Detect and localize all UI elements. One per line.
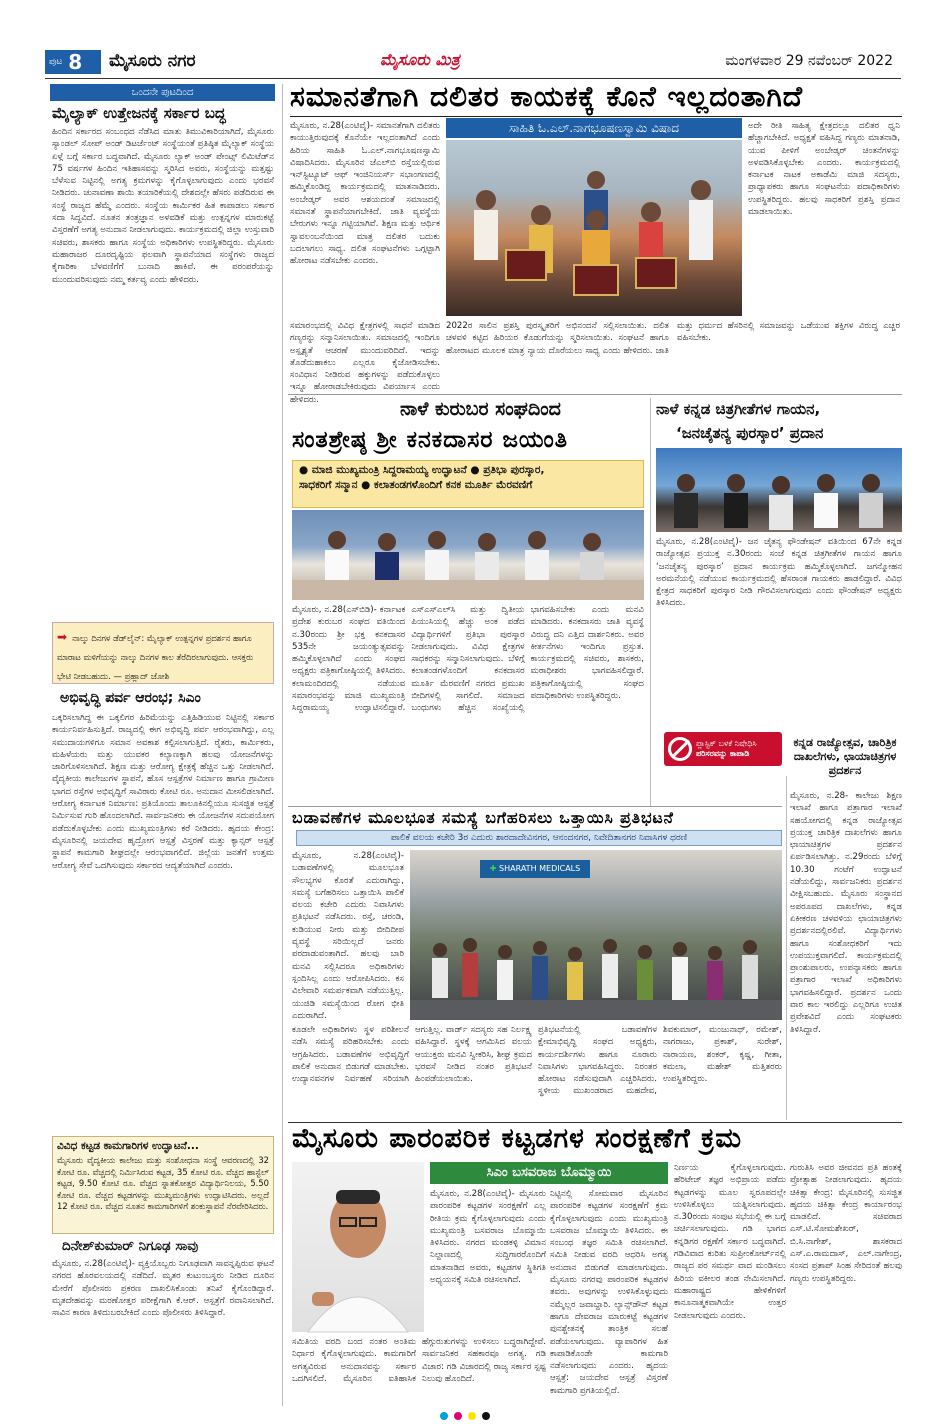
heritage-body-d: ಸಮಿತಿಯ ವರದಿ ಬಂದ ನಂತರ ಅಂತಿಮ ನಿರ್ಧಾರ ಕೈಗೊಳ್ಳಲಾಗುವುದು. ಕಾಮಗಾರಿಗೆ ಅಗತ್ಯವಿರುವ ಅನುದಾನವನ್ನು ಸರ್ಕಾರ ಒದಗಿಸಲಿದೆ. ಮೈಸೂರಿನ ಐತಿಹಾಸಿಕ ಹೆಗ್ಗುರುತುಗಳನ್ನು ಉಳಿಸಲು ಬದ್ಧರಾಗಿದ್ದೇವೆ. ಸಾರ್ವಜನಿಕರ ಸಹಕಾರವೂ ಅಗತ್ಯ. ಗಡಿ ವಿಚಾರ: ಗಡಿ ವಿಚಾರದಲ್ಲಿ ರಾಜ್ಯ ಸರ್ಕಾರ ಸ್ಪಷ್ಟ ನಿಲುವು ಹೊಂದಿದೆ. [292, 1337, 546, 1384]
protest-top-rule [288, 806, 782, 807]
exhibition-body: ಮೈಸೂರು, ನ.28- ಕಾಲೇಜು ಶಿಕ್ಷಣ ಇಲಾಖೆ ಹಾಗೂ ಪತ್ರಾಗಾರ ಇಲಾಖೆ ಸಹಯೋಗದಲ್ಲಿ ಕನ್ನಡ ರಾಜ್ಯೋತ್ಸವ ಪ್ರಯುಕ್ತ ಚಾರಿತ್ರಿಕ ದಾಖಲೆಗಳು ಹಾಗೂ ಛಾಯಾಚಿತ್ರಗಳ ಪ್ರದರ್ಶನ ಏರ್ಪಡಿಸಲಾಗಿತ್ತು. ನ.29ರಂದು ಬೆಳಿಗ್ಗೆ 10.30 ಗಂಟೆಗೆ ಉದ್ಘಾಟನೆ ನಡೆಯಲಿದ್ದು, ಸಾರ್ವಜನಿಕರು ಪ್ರದರ್ಶನ ವೀಕ್ಷಿಸಬಹುದು. ಮೈಸೂರು ಸಂಸ್ಥಾನದ ಅಪರೂಪದ ದಾಖಲೆಗಳು, ಕನ್ನಡ ಏಕೀಕರಣ ಚಳವಳಿಯ ಛಾಯಾಚಿತ್ರಗಳು ಪ್ರದರ್ಶನದಲ್ಲಿರಲಿವೆ. ವಿದ್ಯಾರ್ಥಿಗಳು ಹಾಗೂ ಸಂಶೋಧಕರಿಗೆ ಇದು ಉಪಯುಕ್ತವಾಗಲಿದೆ. ಕಾರ್ಯಕ್ರಮದಲ್ಲಿ ಪ್ರಾಂಶುಪಾಲರು, ಉಪನ್ಯಾಸಕರು ಹಾಗೂ ಪತ್ರಾಗಾರ ಇಲಾಖೆ ಅಧಿಕಾರಿಗಳು ಭಾಗವಹಿಸಲಿದ್ದಾರೆ. ಪ್ರದರ್ಶನ ಒಂದು ವಾರ ಕಾಲ ಇರಲಿದ್ದು ಎಲ್ಲರಿಗೂ ಉಚಿತ ಪ್ರವೇಶವಿದೆ ಎಂದು ಸಂಘಟಕರು ತಿಳಿಸಿದ್ದಾರೆ. [790, 791, 902, 1035]
page-header [45, 50, 901, 74]
lead-rule [290, 116, 902, 117]
protest-photo [410, 850, 782, 1020]
banner-text: ಒಂದನೇ ಪುಟದಿಂದ [131, 87, 194, 98]
column-divider-kanaka [650, 398, 651, 806]
lead-body-mid: ಸಮಾರಂಭದಲ್ಲಿ ವಿವಿಧ ಕ್ಷೇತ್ರಗಳಲ್ಲಿ ಸಾಧನೆ ಮಾಡಿದ ಗಣ್ಯರನ್ನು ಸನ್ಮಾನಿಸಲಾಯಿತು. ಸಮಾಜದಲ್ಲಿ ಇಂದಿಗೂ ಅಸ್ಪೃಶ್ಯತೆ ಆಚರಣೆ ಮುಂದುವರಿದಿದೆ. ಇದನ್ನು ತೊಡೆದುಹಾಕಲು ಎಲ್ಲರೂ ಕೈಜೋಡಿಸಬೇಕು. ಸಂವಿಧಾನ ನೀಡಿರುವ ಹಕ್ಕುಗಳನ್ನು ಪಡೆದುಕೊಳ್ಳಲು ಇನ್ನೂ ಹೋರಾಡಬೇಕಿರುವುದು ವಿಪರ್ಯಾಸ ಎಂದು ಹೇಳಿದರು. [290, 321, 440, 405]
column-divider-1 [282, 84, 283, 1406]
protest-crowd [410, 850, 782, 1020]
lead-photo-figures [446, 140, 742, 316]
cm-portrait [292, 1162, 424, 1332]
heritage-headline: ಮೈಸೂರು ಪಾರಂಪರಿಕ ಕಟ್ಟಡಗಳ ಸಂರಕ್ಷಣೆಗೆ ಕ್ರಮ [292, 1123, 743, 1154]
kanaka-bullet-1: ಮಾಜಿ ಮುಖ್ಯಮಂತ್ರಿ ಸಿದ್ದರಾಮಯ್ಯ ಉದ್ಘಾಟನೆ [311, 464, 467, 476]
buildings-box-title: ವಿವಿಧ ಕಟ್ಟಡ ಕಾಮಗಾರಿಗಳ ಉದ್ಘಾಟನೆ... [57, 1140, 199, 1152]
cross-icon: ✚ [489, 864, 500, 873]
protest-body-right: ಪ್ರತಿಭಟನೆಯಲ್ಲಿ ಬಡಾವಣೆಗಳ ಕ್ಷೇಮಾಭಿವೃದ್ಧಿ ಸಂಘದ ಅಧ್ಯಕ್ಷರು, ಕಾರ್ಯದರ್ಶಿಗಳು ಹಾಗೂ ನೂರಾರು ನಿವಾಸಿಗಳು ಭಾಗವಹಿಸಿದ್ದರು. ನಿರಂತರ ಹೋರಾಟ ನಡೆಸುವುದಾಗಿ ಎಚ್ಚರಿಸಿದರು. ಸ್ಥಳೀಯ ಮುಖಂಡರಾದ ಮಹದೇವ, ಶಿವಕುಮಾರ್, ಮಂಜುನಾಥ್, ರಮೇಶ್, ನಾಗರಾಜು, ಪ್ರಕಾಶ್, ಸುರೇಶ್, ನಾರಾಯಣ, ಶಂಕರ್, ಕೃಷ್ಣ, ಗೀತಾ, ಕಮಲಾ, ಮಹೇಶ್ ಮತ್ತಿತರರು ಉಪಸ್ಥಿತರಿದ್ದರು. [538, 1025, 782, 1097]
heritage-body-b: ನಿರ್ಣಯ ಕೈಗೊಳ್ಳಲಾಗುವುದು. ಹೆರಿಟೇಜ್ ತಜ್ಞರ ಅಭಿಪ್ರಾಯ ಪಡೆದು ಕಟ್ಟಡಗಳನ್ನು ಮೂಲ ಸ್ವರೂಪದಲ್ಲೇ ಉಳಿಸಿಕೊಳ್ಳಲು ಯತ್ನಿಸಲಾಗುವುದು. ನ.30ರಂದು ಸಂಪುಟ ಸಭೆಯಲ್ಲಿ ಈ ಬಗ್ಗೆ ಚರ್ಚಿಸಲಾಗುವುದು. ಗಡಿ ಭಾಗದ ಕನ್ನಡಿಗರ ರಕ್ಷಣೆಗೆ ಸರ್ಕಾರ ಬದ್ಧವಾಗಿದೆ. ಗಡಿವಿವಾದ ಕುರಿತು ಸುಪ್ರೀಂಕೋರ್ಟ್‌ನಲ್ಲಿ ರಾಜ್ಯದ ಪರ ಸಮರ್ಥ ವಾದ ಮಂಡಿಸಲು ಹಿರಿಯ ವಕೀಲರ ತಂಡ ನೇಮಿಸಲಾಗಿದೆ. ಮಹಾರಾಷ್ಟ್ರದ ಹೇಳಿಕೆಗಳಿಗೆ ಕಾನೂನಾತ್ಮಕವಾಗಿಯೇ ಉತ್ತರ ನೀಡಲಾಗುವುದು ಎಂದರು. [674, 1163, 786, 1321]
heritage-body-f: ಗುರುತಿಸಿ ಅವರ ಜೀವನದ ಪ್ರತಿ ಹಂತಕ್ಕೆ ಪ್ರೋತ್ಸಾಹ ನೀಡಲಾಗುವುದು. ಹೃದಯ ಚಿಕಿತ್ಸಾ ಕೇಂದ್ರ: ಮೈಸೂರಿನಲ್ಲಿ ಸುಸಜ್ಜಿತ ಹೃದಯ ಚಿಕಿತ್ಸಾ ಕೇಂದ್ರ ಕಾರ್ಯಾರಂಭ ಮಾಡಲಿದೆ. ಸಚಿವರಾದ ಎಸ್.ಟಿ.ಸೋಮಶೇಖರ್, ಬಿ.ಸಿ.ನಾಗೇಶ್, ಶಾಸಕರಾದ ಎಸ್.ಎ.ರಾಮದಾಸ್, ಎಲ್.ನಾಗೇಂದ್ರ, ಸಂಸದ ಪ್ರತಾಪ್ ಸಿಂಹ ಸೇರಿದಂತೆ ಹಲವು ಗಣ್ಯರು ಉಪಸ್ಥಿತರಿದ್ದರು. [790, 1163, 902, 1284]
page-number: 8 [68, 50, 83, 74]
lead-body-left: ಮೈಸೂರು, ನ.28(ಎಂಟಿವೈ)- ಸಮಾನತೆಗಾಗಿ ದಲಿತರು ಕಾಯುತ್ತಿರುವುದಕ್ಕೆ ಕೊನೆಯೇ ಇಲ್ಲದಂತಾಗಿದೆ ಎಂದು ಹಿರಿಯ ಸಾಹಿತಿ ಓ.ಎಲ್.ನಾಗಭೂಷಣಸ್ವಾಮಿ ವಿಷಾದಿಸಿದರು. ಮೈಸೂರಿನ ಜೆಎಲ್‌ಬಿ ರಸ್ತೆಯಲ್ಲಿರುವ ಇನ್‌ಸ್ಟಿಟ್ಯೂಟ್ ಆಫ್ ಇಂಜಿನಿಯರ್ಸ್ ಸಭಾಂಗಣದಲ್ಲಿ ಹಮ್ಮಿಕೊಂಡಿದ್ದ ಕಾರ್ಯಕ್ರಮದಲ್ಲಿ ಮಾತನಾಡಿದರು. ಅಂಬೇಡ್ಕರ್ ಅವರ ಆಶಯದಂತೆ ಸಮಾಜದಲ್ಲಿ ಸಮಾನತೆ ಸ್ಥಾಪನೆಯಾಗಬೇಕಿದೆ. ಜಾತಿ ವ್ಯವಸ್ಥೆಯ ಬೇರುಗಳು ಇನ್ನೂ ಗಟ್ಟಿಯಾಗಿವೆ. ಶಿಕ್ಷಣ ಮತ್ತು ಆರ್ಥಿಕ ಸ್ವಾವಲಂಬನೆಯಿಂದ ಮಾತ್ರ ದಲಿತರ ಬದುಕು ಬದಲಾಗಲು ಸಾಧ್ಯ. ದಲಿತ ಸಂಘಟನೆಗಳು ಒಗ್ಗಟ್ಟಾಗಿ ಹೋರಾಟ ನಡೆಸಬೇಕು ಎಂದರು. [290, 121, 440, 267]
plastic-ad-line-1: ಪ್ಲಾಸ್ಟಿಕ್ ಬಳಕೆ ನಿಷೇಧಿಸಿ [696, 739, 757, 748]
protest-body-left: ಮೈಸೂರು, ನ.28(ಎಂಟಿವೈ)- ಬಡಾವಣೆಗಳಲ್ಲಿ ಮೂಲಭೂತ ಸೌಲಭ್ಯಗಳ ಕೊರತೆ ಎದುರಾಗಿದ್ದು, ಸಮಸ್ಯೆ ಬಗೆಹರಿಸಲು ಒತ್ತಾಯಿಸಿ ಪಾಲಿಕೆ ವಲಯ ಕಚೇರಿ ಎದುರು ನಿವಾಸಿಗಳು ಪ್ರತಿಭಟನೆ ನಡೆಸಿದರು. ರಸ್ತೆ, ಚರಂಡಿ, ಕುಡಿಯುವ ನೀರು ಮತ್ತು ಬೀದಿದೀಪ ವ್ಯವಸ್ಥೆ ಸರಿಯಿಲ್ಲದೆ ಜನರು ಪರದಾಡುವಂತಾಗಿದೆ. ಹಲವು ಬಾರಿ ಮನವಿ ಸಲ್ಲಿಸಿದರೂ ಅಧಿಕಾರಿಗಳು ಸ್ಪಂದಿಸಿಲ್ಲ ಎಂದು ಆರೋಪಿಸಿದರು. ಕಸ ವಿಲೇವಾರಿ ಸಮರ್ಪಕವಾಗಿ ನಡೆಯುತ್ತಿಲ್ಲ. ಯುಜಿಡಿ ಸಮಸ್ಯೆಯಿಂದ ರೋಗ ಭೀತಿ ಎದುರಾಗಿದೆ. [292, 851, 404, 1021]
exhibition-title: ಕನ್ನಡ ರಾಜ್ಯೋತ್ಸವ, ಚಾರಿತ್ರಿಕ ದಾಖಲೆಗಳು, ಛಾಯಾಚಿತ್ರಗಳ ಪ್ರದರ್ಶನ [793, 736, 897, 777]
plastic-ad [664, 732, 782, 766]
continued-banner [50, 84, 275, 101]
protest-kicker-text: ಪಾಲಿಕೆ ವಲಯ ಕಚೇರಿ 3ರ ಎದುರು ಶಾರದಾದೇವಿನಗರ, ಆನಂದನಗರ, ನಿವೇದಿತಾನಗರ ನಿವಾಸಿಗಳ ಧರಣಿ [390, 833, 688, 843]
issue-date: ಮಂಗಳವಾರ 29 ನವೆಂಬರ್ 2022 [725, 53, 893, 69]
kanaka-bullet-3: ಸಾಧಕರಿಗೆ ಸನ್ಮಾನ [299, 479, 358, 491]
songs-photo [656, 448, 902, 532]
kanaka-bullet-4: ಕಲಾತಂಡಗಳೊಂದಿಗೆ ಕನಕ ಮೂರ್ತಿ ಮೆರವಣಿಗೆ [373, 479, 533, 491]
protest-body-mid: ಕೂಡಲೇ ಅಧಿಕಾರಿಗಳು ಸ್ಥಳ ಪರಿಶೀಲನೆ ನಡೆಸಿ ಸಮಸ್ಯೆ ಪರಿಹರಿಸಬೇಕು ಎಂದು ಆಗ್ರಹಿಸಿದರು. ಬಡಾವಣೆಗಳ ಅಭಿವೃದ್ಧಿಗೆ ಪಾಲಿಕೆ ಅನುದಾನ ಬಿಡುಗಡೆ ಮಾಡಬೇಕು. ಉದ್ಯಾನವನಗಳ ನಿರ್ವಹಣೆ ಸರಿಯಾಗಿ ಆಗುತ್ತಿಲ್ಲ. ವಾರ್ಡ್ ಸದಸ್ಯರು ಸಹ ನಿರ್ಲಕ್ಷ್ಯ ವಹಿಸಿದ್ದಾರೆ. ಸ್ಥಳಕ್ಕೆ ಆಗಮಿಸಿದ ವಲಯ ಆಯುಕ್ತರು ಮನವಿ ಸ್ವೀಕರಿಸಿ, ಶೀಘ್ರ ಕ್ರಮದ ಭರವಸೆ ನೀಡಿದ ನಂತರ ಪ್ರತಿಭಟನೆ ಹಿಂಪಡೆಯಲಾಯಿತು. [292, 1025, 532, 1085]
lead-photo [446, 140, 742, 316]
story-cm-body: ಒಕ್ಕರಿಸಲಾಗಿದ್ದ ಈ ಒಕ್ಕಲಿಗರ ಹಿರಿಮೆಯನ್ನು ಎತ್ತಿಹಿಡಿಯುವ ನಿಟ್ಟಿನಲ್ಲಿ ಸರ್ಕಾರ ಕಾರ್ಯನಿರ್ವಹಿಸುತ್ತಿದೆ. ರಾಜ್ಯದಲ್ಲಿ ಈಗ ಅಭಿವೃದ್ಧಿ ಪರ್ವ ಆರಂಭವಾಗಿದ್ದು, ಎಲ್ಲ ಸಮುದಾಯಗಳಿಗೂ ಸಮಾನ ಅವಕಾಶ ಕಲ್ಪಿಸಲಾಗುತ್ತಿದೆ. ರೈತರು, ಕಾರ್ಮಿಕರು, ಮಹಿಳೆಯರು ಮತ್ತು ಯುವಕರ ಕಲ್ಯಾಣಕ್ಕಾಗಿ ಹಲವು ಯೋಜನೆಗಳನ್ನು ಜಾರಿಗೊಳಿಸಲಾಗಿದೆ. ಶಿಕ್ಷಣ ಮತ್ತು ಆರೋಗ್ಯ ಕ್ಷೇತ್ರಕ್ಕೆ ಹೆಚ್ಚಿನ ಒತ್ತು ನೀಡಲಾಗಿದೆ. ವೈದ್ಯಕೀಯ ಕಾಲೇಜುಗಳ ಸ್ಥಾಪನೆ, ಹೊಸ ಆಸ್ಪತ್ರೆಗಳ ನಿರ್ಮಾಣ ಹಾಗೂ ಗ್ರಾಮೀಣ ಭಾಗದ ರಸ್ತೆಗಳ ಅಭಿವೃದ್ಧಿಗೆ ಸಾವಿರಾರು ಕೋಟಿ ರೂ. ಅನುದಾನ ಮೀಸಲಿಡಲಾಗಿದೆ. ಆರೋಗ್ಯ ಕರ್ನಾಟಕ ನಿರ್ಮಾಣ: ಪ್ರತಿಯೊಂದು ತಾಲೂಕಿನಲ್ಲಿಯೂ ಸುಸಜ್ಜಿತ ಆಸ್ಪತ್ರೆ ನಿರ್ಮಿಸುವ ಗುರಿ ಹೊಂದಲಾಗಿದೆ. ಸಾರ್ವಜನಿಕರು ಈ ಯೋಜನೆಗಳ ಸದುಪಯೋಗ ಪಡೆದುಕೊಳ್ಳಬೇಕು ಎಂದು ಮುಖ್ಯಮಂತ್ರಿಗಳು ಕರೆ ನೀಡಿದರು. ಹೃದಯ ಕೇಂದ್ರ: ಮೈಸೂರಿನಲ್ಲಿ ಜಯದೇವ ಹೃದ್ರೋಗ ಆಸ್ಪತ್ರೆ ವಿಸ್ತರಣೆ ಮತ್ತು ಕ್ಯಾನ್ಸರ್ ಆಸ್ಪತ್ರೆ ಸ್ಥಾಪನೆ ಕಾಮಗಾರಿ ಶೀಘ್ರದಲ್ಲೇ ಆರಂಭವಾಗಲಿದೆ. ಜಿಲ್ಲೆಯ ಜನತೆಗೆ ಉತ್ತಮ ಆರೋಗ್ಯ ಸೇವೆ ಒದಗಿಸುವುದು ಸರ್ಕಾರದ ಆದ್ಯತೆಯಾಗಿದೆ ಎಂದರು. [52, 713, 274, 871]
kanaka-photo-figures [292, 510, 644, 600]
notice-box [52, 622, 274, 684]
page-number-badge [45, 50, 101, 74]
kanaka-photo [292, 510, 644, 600]
paper-name: ಮೈಸೂರು ಮಿತ್ರ [380, 50, 460, 69]
lead-body-under: 2022ರ ಸಾಲಿನ ಪ್ರಶಸ್ತಿ ಪುರಸ್ಕೃತರಿಗೆ ಅಭಿನಂದನೆ ಸಲ್ಲಿಸಲಾಯಿತು. ದಲಿತ ಚಳವಳಿ ಕಟ್ಟಿದ ಹಿರಿಯರ ಕೊಡುಗೆಯನ್ನು ಸ್ಮರಿಸಲಾಯಿತು. ಸಂಘಟನೆ ಹಾಗೂ ಹೋರಾಟದ ಮೂಲಕ ಮಾತ್ರ ನ್ಯಾಯ ದೊರೆಯಲು ಸಾಧ್ಯ ಎಂದು ಹೇಳಿದರು. ಜಾತಿ ಮತ್ತು ಧರ್ಮದ ಹೆಸರಿನಲ್ಲಿ ಸಮಾಜವನ್ನು ಒಡೆಯುವ ಶಕ್ತಿಗಳ ವಿರುದ್ಧ ಎಚ್ಚರ ವಹಿಸಬೇಕು. [446, 321, 900, 356]
kanaka-body: ಮೈಸೂರು, ನ.28(ಎಸ್‌ಬಿಡಿ)- ಕರ್ನಾಟಕ ಪ್ರದೇಶ ಕುರುಬರ ಸಂಘದ ವತಿಯಿಂದ ನ.30ರಂದು ಶ್ರೀ ಭಕ್ತ ಕನಕದಾಸರ 535ನೇ ಜಯಂತ್ಯುತ್ಸವವನ್ನು ಹಮ್ಮಿಕೊಳ್ಳಲಾಗಿದೆ ಎಂದು ಸಂಘದ ಅಧ್ಯಕ್ಷರು ಪತ್ರಿಕಾಗೋಷ್ಠಿಯಲ್ಲಿ ತಿಳಿಸಿದರು. ಕಲಾಮಂದಿರದಲ್ಲಿ ನಡೆಯುವ ಸಮಾರಂಭವನ್ನು ಮಾಜಿ ಮುಖ್ಯಮಂತ್ರಿ ಸಿದ್ದರಾಮಯ್ಯ ಉದ್ಘಾಟಿಸಲಿದ್ದಾರೆ. ಎಸ್‌ಎಸ್‌ಎಲ್‌ಸಿ ಮತ್ತು ದ್ವಿತೀಯ ಪಿಯುಸಿಯಲ್ಲಿ ಹೆಚ್ಚು ಅಂಕ ಪಡೆದ ವಿದ್ಯಾರ್ಥಿಗಳಿಗೆ ಪ್ರತಿಭಾ ಪುರಸ್ಕಾರ ನೀಡಲಾಗುವುದು. ವಿವಿಧ ಕ್ಷೇತ್ರಗಳ ಸಾಧಕರನ್ನು ಸನ್ಮಾನಿಸಲಾಗುವುದು. ಬೆಳಿಗ್ಗೆ ಕಲಾತಂಡಗಳೊಂದಿಗೆ ಕನಕದಾಸರ ಮೂರ್ತಿ ಮೆರವಣಿಗೆ ನಗರದ ಪ್ರಮುಖ ಬೀದಿಗಳಲ್ಲಿ ಸಾಗಲಿದೆ. ಸಮಾಜದ ಬಂಧುಗಳು ಹೆಚ್ಚಿನ ಸಂಖ್ಯೆಯಲ್ಲಿ ಭಾಗವಹಿಸಬೇಕು ಎಂದು ಮನವಿ ಮಾಡಿದರು. ಕನಕದಾಸರು ಜಾತಿ ವ್ಯವಸ್ಥೆ ವಿರುದ್ಧ ದನಿ ಎತ್ತಿದ ದಾರ್ಶನಿಕರು. ಅವರ ಕೀರ್ತನೆಗಳು ಇಂದಿಗೂ ಪ್ರಸ್ತುತ. ಕಾರ್ಯಕ್ರಮದಲ್ಲಿ ಸಚಿವರು, ಶಾಸಕರು, ಮಠಾಧೀಶರು ಭಾಗವಹಿಸಲಿದ್ದಾರೆ. ಪತ್ರಿಕಾಗೋಷ್ಠಿಯಲ್ಲಿ ಸಂಘದ ಪದಾಧಿಕಾರಿಗಳು ಉಪಸ್ಥಿತರಿದ್ದರು. [292, 605, 644, 714]
notice-text: ನಾಲ್ಕು ದಿನಗಳ ಡೆಡ್‌ಲೈನ್: ಮೈಲ್ಯಾಕ್ ಉತ್ಪನ್ನಗಳ ಪ್ರದರ್ಶನ ಹಾಗೂ ಮಾರಾಟ ಮಳಿಗೆಯನ್ನು ನಾಲ್ಕು ದಿನಗಳ ಕಾಲ ತೆರೆದಿರಲಾಗುವುದು. ಆಸಕ್ತರು ಭೇಟಿ ನೀಡಬಹುದು. — ಪ್ರಹ್ಲಾದ್ ಜೋಶಿ [57, 633, 254, 681]
lead-kicker-text: ಸಾಹಿತಿ ಓ.ಎಲ್.ನಾಗಭೂಷಣಸ್ವಾಮಿ ವಿಷಾದ [509, 121, 679, 135]
kanaka-bullets [292, 460, 644, 508]
print-marks [440, 1412, 520, 1420]
shop-sign-text: SHARATH MEDICALS [499, 864, 581, 873]
heritage-body-a: ನಿಟ್ಟಿನಲ್ಲಿ ಸೋಮವಾರ ಮೈಸೂರಿನ ಪಾರಂಪರಿಕ ಕಟ್ಟಡಗಳ ಸಂರಕ್ಷಣೆಗೆ ಕ್ರಮ ಕೈಗೊಳ್ಳಲಾಗುವುದು ಎಂದು ಮುಖ್ಯಮಂತ್ರಿ ಬಸವರಾಜ ಬೊಮ್ಮಾಯಿ ತಿಳಿಸಿದರು. ಈ ಸಂಬಂಧ ತಜ್ಞರ ಸಮಿತಿ ರಚಿಸಲಾಗಿದೆ. ಸಮಿತಿ ನೀಡುವ ವರದಿ ಆಧರಿಸಿ ಅಗತ್ಯ ಅನುದಾನ ಬಿಡುಗಡೆ ಮಾಡಲಾಗುವುದು. ಮೈಸೂರು ನಗರವು ಪಾರಂಪರಿಕ ಕಟ್ಟಡಗಳ ತವರು. ಅವುಗಳನ್ನು ಉಳಿಸಿಕೊಳ್ಳುವುದು ನಮ್ಮೆಲ್ಲರ ಜವಾಬ್ದಾರಿ. ಲ್ಯಾನ್ಸ್‌ಡೌನ್ ಕಟ್ಟಡ ಹಾಗೂ ದೇವರಾಜ ಮಾರುಕಟ್ಟೆ ಕಟ್ಟಡಗಳ ಪುನಶ್ಚೇತನಕ್ಕೆ ತಾಂತ್ರಿಕ ಸಲಹೆ ಪಡೆಯಲಾಗುವುದು. ವ್ಯಾಪಾರಿಗಳ ಹಿತ ಕಾಪಾಡಿಕೊಂಡೇ ಕಾಮಗಾರಿ ನಡೆಸಲಾಗುವುದು ಎಂದರು. ಹೃದಯ ಆಸ್ಪತ್ರೆ: ಜಯದೇವ ಆಸ್ಪತ್ರೆ ವಿಸ್ತರಣೆ ಕಾಮಗಾರಿ ಪ್ರಗತಿಯಲ್ಲಿದೆ. [550, 1189, 668, 1396]
page-label: ಪುಟ [49, 57, 63, 67]
story-death-title: ದಿನೇಶ್‌ಕುಮಾರ್ ನಿಗೂಢ ಸಾವು [62, 1238, 199, 1254]
protest-kicker [296, 830, 782, 846]
story-milak-title: ಮೈಲ್ಯಾಕ್ ಉತ್ತೇಜನಕ್ಕೆ ಸರ್ಕಾರ ಬದ್ಧ [52, 104, 226, 122]
story-milak-body: ಹಿಂದಿನ ಸರ್ಕಾರದ ಸಂಬಂಧದ ನೆಡೆಸಿದ ಮಾತು ತಿಮುವಿಕಾರಿಯಾಗಿದೆ, ಮೈಸೂರು ಸ್ಯಾಂಡಲ್ ಸೋಪ್ ಅಂಡ್ ಡಿಟರ್ಜೆಂಟ್ ಸಂಸ್ಥೆಯಂತೆ ಪ್ರತಿಷ್ಠಿತ ಮೈಲ್ಯಾಕ್ ಸಂಸ್ಥೆಯ ಏಳ್ಗೆ ಬಗ್ಗೆ ಸರ್ಕಾರ ಬದ್ಧವಾಗಿದೆ. ಮೈಸೂರು ಲ್ಯಾಕ್ ಅಂಡ್ ಪೇಂಟ್ಸ್ ಲಿಮಿಟೆಡ್‌ನ 75 ವರ್ಷಗಳ ಹಿಂದಿನ ಇತಿಹಾಸವನ್ನು ಸ್ಮರಿಸಿದ ಅವರು, ಸಂಸ್ಥೆಯನ್ನು ಮತ್ತಷ್ಟು ಬೆಳೆಸುವ ನಿಟ್ಟಿನಲ್ಲಿ ಅಗತ್ಯ ಕ್ರಮಗಳನ್ನು ಕೈಗೊಳ್ಳಲಾಗುವುದು ಎಂದು ಭರವಸೆ ನೀಡಿದರು. ಚುನಾವಣಾ ಶಾಯಿ ತಯಾರಿಕೆಯಲ್ಲಿ ದೇಶದಲ್ಲೇ ಹೆಸರು ಪಡೆದಿರುವ ಈ ಸಂಸ್ಥೆ ರಾಜ್ಯದ ಹೆಮ್ಮೆ ಎಂದರು. ಸಂಸ್ಥೆಯ ಕಾರ್ಮಿಕರ ಹಿತ ಕಾಪಾಡಲು ಸರ್ಕಾರ ಸದಾ ಸಿದ್ಧವಿದೆ. ನೂತನ ತಂತ್ರಜ್ಞಾನ ಅಳವಡಿಕೆ ಮತ್ತು ಉತ್ಪನ್ನಗಳ ಮಾರುಕಟ್ಟೆ ವಿಸ್ತರಣೆಗೆ ಅಗತ್ಯ ಅನುದಾನ ನೀಡಲಾಗುವುದು. ಕಾರ್ಯಕ್ರಮದಲ್ಲಿ ಜಿಲ್ಲಾ ಉಸ್ತುವಾರಿ ಸಚಿವರು, ಶಾಸಕರು ಹಾಗೂ ಸಂಸ್ಥೆಯ ಅಧಿಕಾರಿಗಳು ಉಪಸ್ಥಿತರಿದ್ದರು. ಮೈಸೂರು ಮಹಾರಾಜರ ದೂರದೃಷ್ಟಿಯ ಫಲವಾಗಿ ಸ್ಥಾಪನೆಯಾದ ಸಂಸ್ಥೆಗಳು ರಾಜ್ಯದ ಕೈಗಾರಿಕಾ ಬೆಳವಣಿಗೆಗೆ ಬುನಾದಿ ಹಾಕಿವೆ. ಈ ಪರಂಪರೆಯನ್ನು ಮುಂದುವರಿಸುವುದು ನಮ್ಮ ಕರ್ತವ್ಯ ಎಂದು ಹೇಳಿದರು. [52, 127, 274, 285]
kanaka-head-1: ನಾಳೆ ಕುರುಬರ ಸಂಘದಿಂದ [400, 398, 561, 420]
kanaka-head-2: ಸಂತಶ್ರೇಷ್ಠ ಶ್ರೀ ಕನಕದಾಸರ ಜಯಂತಿ [292, 427, 568, 453]
column-divider-right [786, 776, 787, 1120]
masthead-rule [45, 78, 901, 79]
songs-photo-figures [656, 448, 902, 532]
no-plastic-icon [668, 737, 692, 761]
songs-head-2: ‘ಜನಚೈತನ್ಯ ಪುರಸ್ಕಾರ’ ಪ್ರದಾನ [676, 424, 824, 442]
kanaka-bullet-2: ಪ್ರತಿಭಾ ಪುರಸ್ಕಾರ, [483, 464, 545, 476]
heritage-body-c: ಮೈಸೂರು, ನ.28(ಎಂಟಿವೈ)- ಮೈಸೂರು ಪಾರಂಪರಿಕ ಕಟ್ಟಡಗಳ ಸಂರಕ್ಷಣೆಗೆ ಎಲ್ಲ ರೀತಿಯ ಕ್ರಮ ಕೈಗೊಳ್ಳಲಾಗುವುದು ಎಂದು ಮುಖ್ಯಮಂತ್ರಿ ಬಸವರಾಜ ಬೊಮ್ಮಾಯಿ ತಿಳಿಸಿದರು. ನಗರದ ಮಂಡಕಳ್ಳಿ ವಿಮಾನ ನಿಲ್ದಾಣದಲ್ಲಿ ಸುದ್ದಿಗಾರರೊಂದಿಗೆ ಮಾತನಾಡಿದ ಅವರು, ಕಟ್ಟಡಗಳ ಸ್ಥಿತಿಗತಿ ಅಧ್ಯಯನಕ್ಕೆ ಸಮಿತಿ ರಚಿಸಲಾಗಿದೆ. [430, 1189, 546, 1286]
cm-portrait-figure [292, 1162, 424, 1332]
plastic-ad-line-2: ಪರಿಸರವನ್ನು ಕಾಪಾಡಿ [696, 749, 750, 758]
heritage-kicker [430, 1162, 668, 1184]
section-name: ಮೈಸೂರು ನಗರ [109, 51, 196, 71]
buildings-box [52, 1136, 274, 1234]
bullet-icon: ● [299, 464, 309, 476]
story-death-body: ಮೈಸೂರು, ನ.28(ಎಂಟಿವೈ)- ವ್ಯಕ್ತಿಯೊಬ್ಬರು ನಿಗೂಢವಾಗಿ ಸಾವನ್ನಪ್ಪಿರುವ ಘಟನೆ ನಗರದ ಹೊರವಲಯದಲ್ಲಿ ನಡೆದಿದೆ. ಮೃತರ ಕುಟುಂಬಸ್ಥರು ನೀಡಿದ ದೂರಿನ ಮೇರೆಗೆ ಪೊಲೀಸರು ಪ್ರಕರಣ ದಾಖಲಿಸಿಕೊಂಡು ತನಿಖೆ ಕೈಗೊಂಡಿದ್ದಾರೆ. ಮೃತದೇಹವನ್ನು ಮರಣೋತ್ತರ ಪರೀಕ್ಷೆಗಾಗಿ ಕೆ.ಆರ್. ಆಸ್ಪತ್ರೆಗೆ ರವಾನಿಸಲಾಗಿದೆ. ಸಾವಿನ ಕಾರಣ ತಿಳಿದುಬರಬೇಕಿದೆ ಎಂದು ಪೊಲೀಸರು ತಿಳಿಸಿದ್ದಾರೆ. [52, 1259, 274, 1319]
notice-arrow-icon: ➡ [57, 630, 68, 644]
lead-bottom-rule [288, 394, 902, 395]
buildings-box-body: ಮೈಸೂರು ವೈದ್ಯಕೀಯ ಕಾಲೇಜು ಮತ್ತು ಸಂಶೋಧನಾ ಸಂಸ್ಥೆ ಆವರಣದಲ್ಲಿ 32 ಕೋಟಿ ರೂ. ವೆಚ್ಚದಲ್ಲಿ ನಿರ್ಮಿಸಿರುವ ಕಟ್ಟಡ, 35 ಕೋಟಿ ರೂ. ವೆಚ್ಚದ ಹಾಸ್ಟೆಲ್ ಕಟ್ಟಡ, 9.50 ಕೋಟಿ ರೂ. ವೆಚ್ಚದ ಸ್ನಾತಕೋತ್ತರ ವಿದ್ಯಾರ್ಥಿನಿಲಯ, 5.50 ಕೋಟಿ ರೂ. ವೆಚ್ಚದ ಕಟ್ಟಡಗಳನ್ನು ಮುಖ್ಯಮಂತ್ರಿಗಳು ಉದ್ಘಾಟಿಸಿದರು. ಅಲ್ಲದೆ 12 ಕೋಟಿ ರೂ. ವೆಚ್ಚದ ನೂತನ ಕಾಮಗಾರಿಗಳಿಗೆ ಶಂಕುಸ್ಥಾಪನೆ ನೆರವೇರಿಸಿದರು. [57, 1155, 269, 1211]
bullet-icon: ● [470, 464, 480, 476]
bullet-icon: ● [361, 479, 371, 491]
story-cm-title: ಅಭಿವೃದ್ಧಿ ಪರ್ವ ಆರಂಭ; ಸಿಎಂ [60, 690, 201, 706]
songs-body: ಮೈಸೂರು, ನ.28(ಎಂಟಿವೈ)- ಜನ ಚೈತನ್ಯ ಫೌಂಡೇಷನ್ ವತಿಯಿಂದ 67ನೇ ಕನ್ನಡ ರಾಜ್ಯೋತ್ಸವ ಪ್ರಯುಕ್ತ ನ.30ರಂದು ಸಂಜೆ ಕನ್ನಡ ಚಿತ್ರಗೀತೆಗಳ ಗಾಯನ ಹಾಗೂ ‘ಜನಚೈತನ್ಯ ಪುರಸ್ಕಾರ’ ಪ್ರದಾನ ಕಾರ್ಯಕ್ರಮ ಹಮ್ಮಿಕೊಳ್ಳಲಾಗಿದೆ. ಜಗನ್ಮೋಹನ ಅರಮನೆಯಲ್ಲಿ ನಡೆಯುವ ಕಾರ್ಯಕ್ರಮದಲ್ಲಿ ಹೆಸರಾಂತ ಗಾಯಕರು ಹಾಡಲಿದ್ದಾರೆ. ವಿವಿಧ ಕ್ಷೇತ್ರದ ಸಾಧಕರಿಗೆ ಪುರಸ್ಕಾರ ನೀಡಿ ಗೌರವಿಸಲಾಗುವುದು ಎಂದು ಫೌಂಡೇಷನ್ ಅಧ್ಯಕ್ಷರು ತಿಳಿಸಿದರು. [656, 537, 902, 609]
lead-headline: ಸಮಾನತೆಗಾಗಿ ದಲಿತರ ಕಾಯಕಕ್ಕೆ ಕೊನೆ ಇಲ್ಲದಂತಾಗಿದೆ [290, 80, 803, 113]
songs-head-1: ನಾಳೆ ಕನ್ನಡ ಚಿತ್ರಗೀತೆಗಳ ಗಾಯನ, [656, 400, 821, 418]
lead-kicker [446, 118, 742, 138]
lead-body-right: ಅದೇ ರೀತಿ ಸಾಹಿತ್ಯ ಕ್ಷೇತ್ರದಲ್ಲೂ ದಲಿತರ ಧ್ವನಿ ಹೆಚ್ಚಾಗಬೇಕಿದೆ. ಅಧ್ಯಕ್ಷತೆ ವಹಿಸಿದ್ದ ಗಣ್ಯರು ಮಾತನಾಡಿ, ಯುವ ಪೀಳಿಗೆ ಅಂಬೇಡ್ಕರ್ ಚಿಂತನೆಗಳನ್ನು ಅಳವಡಿಸಿಕೊಳ್ಳಬೇಕು ಎಂದರು. ಕಾರ್ಯಕ್ರಮದಲ್ಲಿ ಕರ್ನಾಟಕ ನಾಟಕ ಅಕಾಡೆಮಿ ಮಾಜಿ ಸದಸ್ಯರು, ಪ್ರಾಧ್ಯಾಪಕರು ಹಾಗೂ ಸಂಘಟನೆಯ ಪದಾಧಿಕಾರಿಗಳು ಉಪಸ್ಥಿತರಿದ್ದರು. ಹಲವು ಸಾಧಕರಿಗೆ ಪ್ರಶಸ್ತಿ ಪ್ರದಾನ ಮಾಡಲಾಯಿತು. [748, 121, 900, 218]
heritage-kicker-text: ಸಿಎಂ ಬಸವರಾಜ ಬೊಮ್ಮಾಯಿ [486, 1165, 612, 1180]
protest-headline: ಬಡಾವಣೆಗಳ ಮೂಲಭೂತ ಸಮಸ್ಯೆ ಬಗೆಹರಿಸಲು ಒತ್ತಾಯಿಸಿ ಪ್ರತಿಭಟನೆ [292, 809, 674, 827]
